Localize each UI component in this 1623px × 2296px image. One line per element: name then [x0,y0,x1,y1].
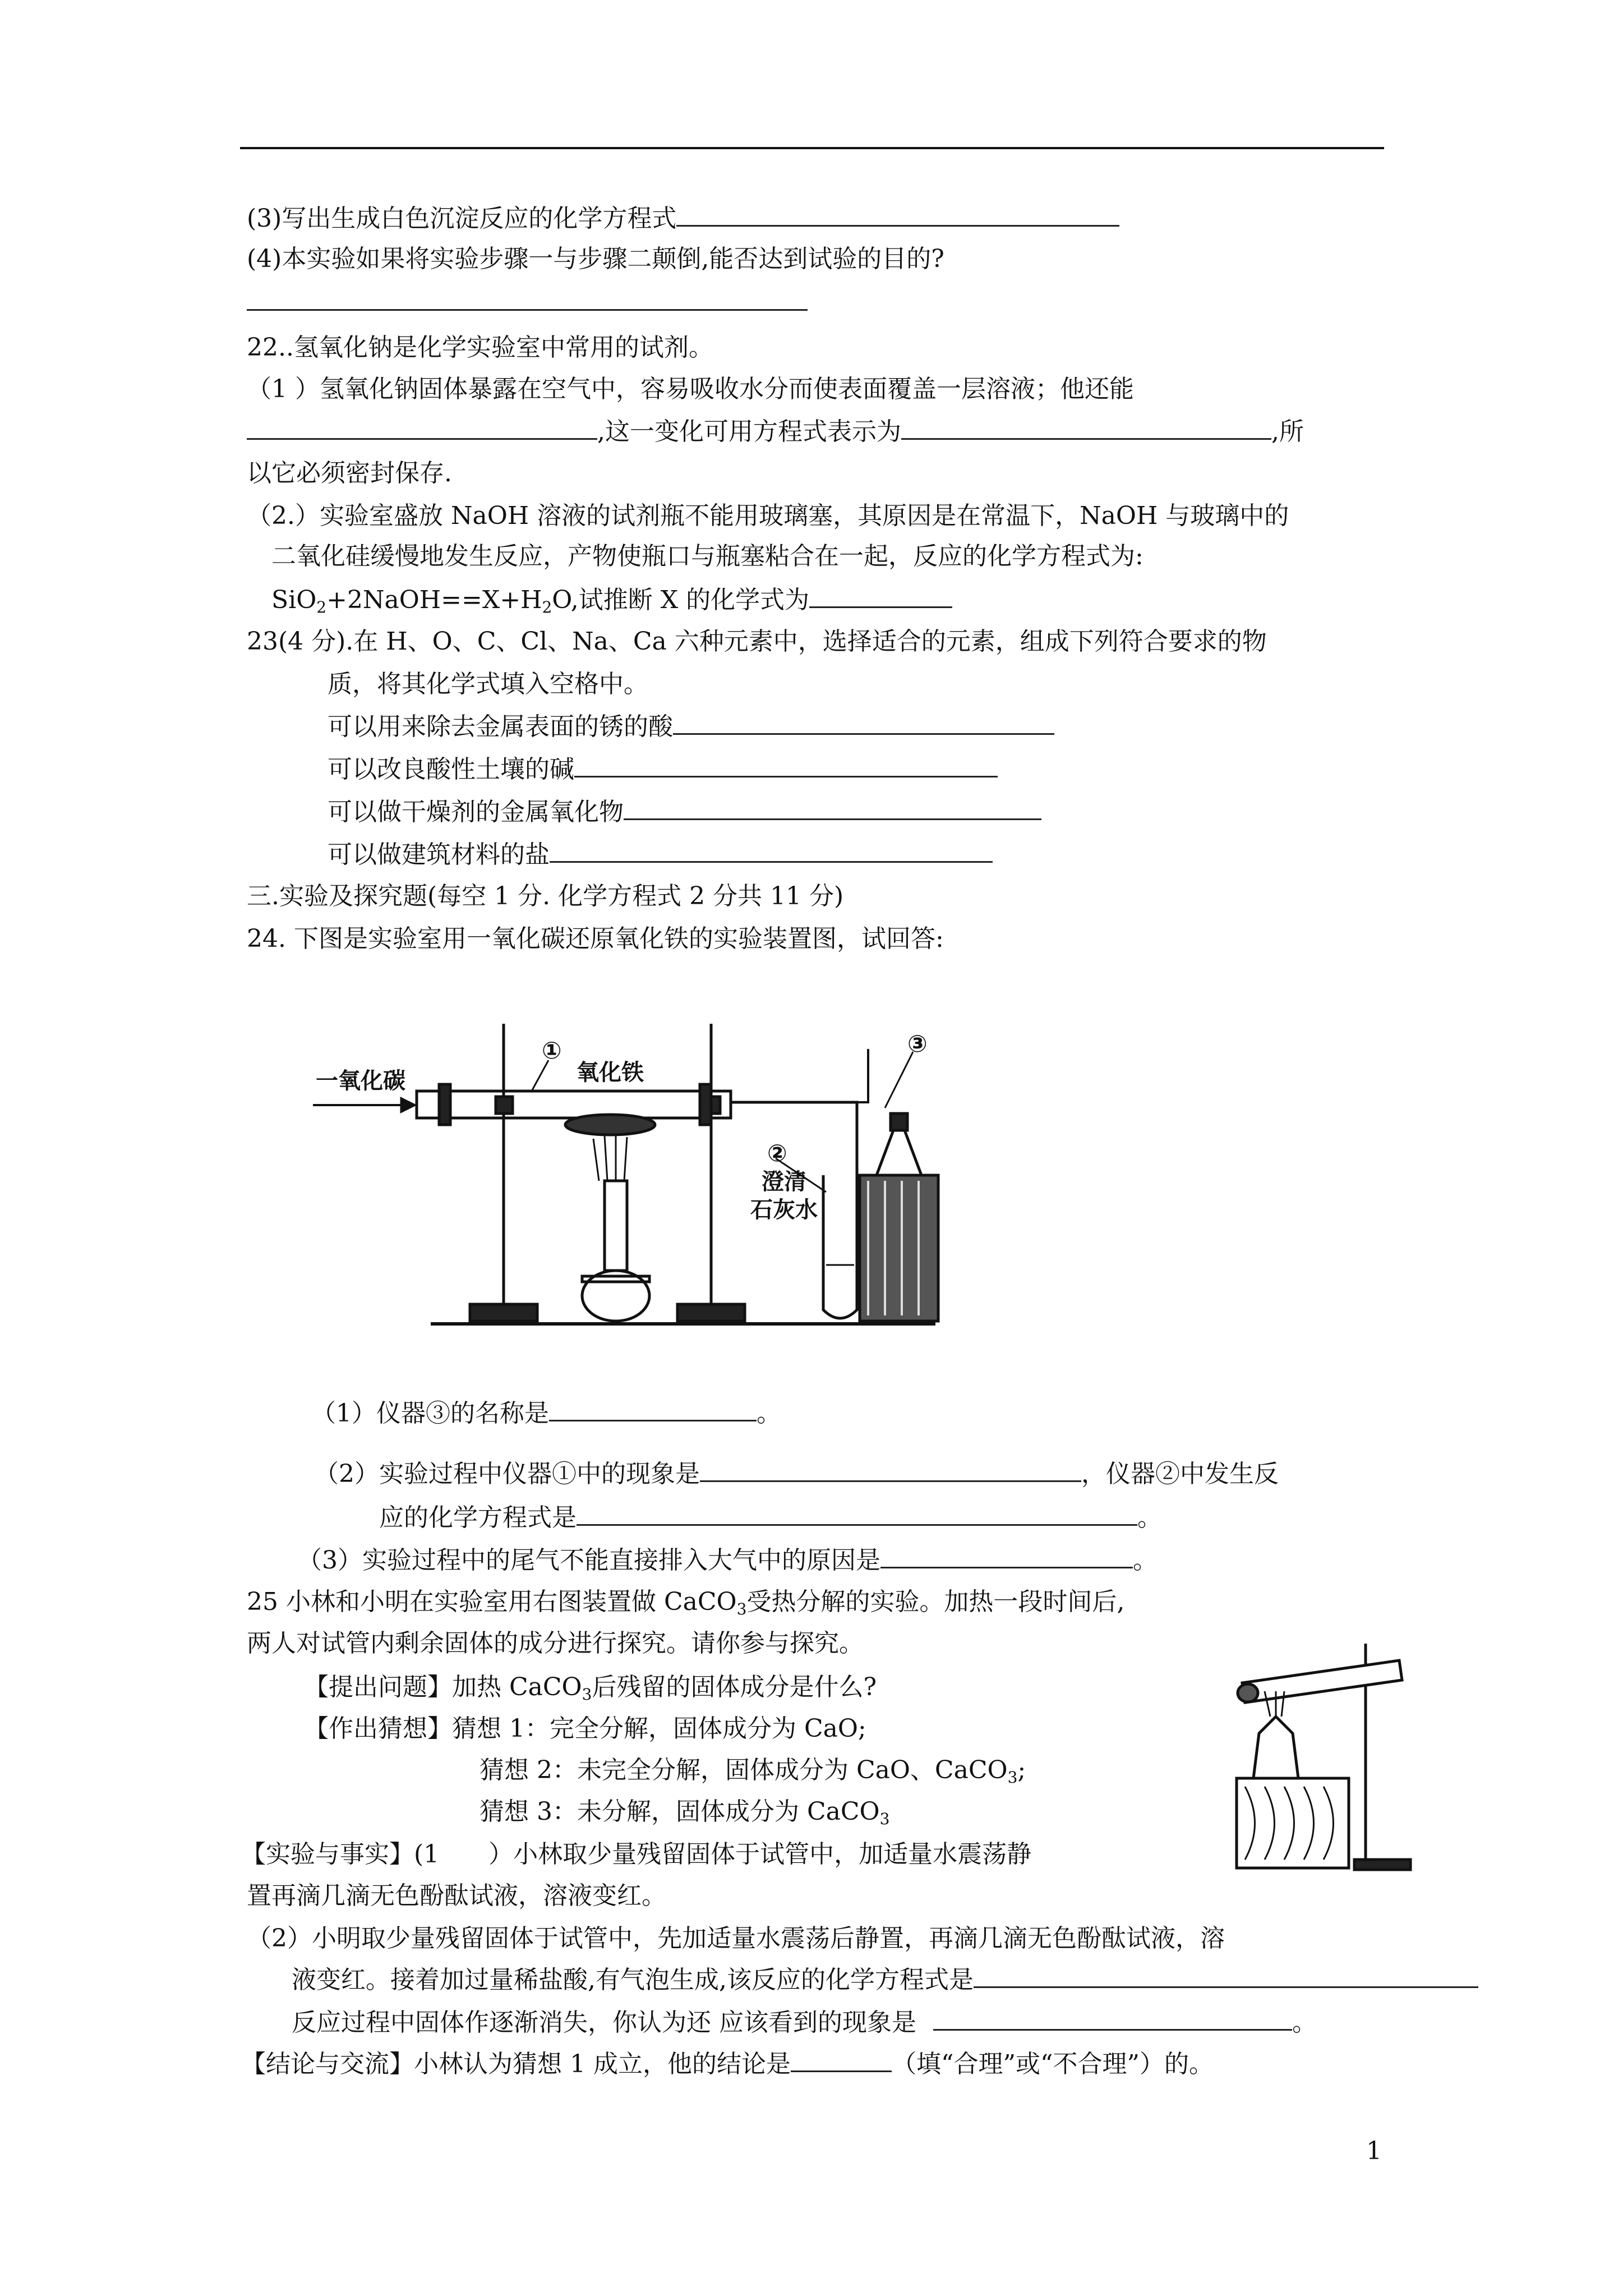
q22-part1-line1: （1 ）氢氧化钠固体暴露在空气中，容易吸收水分而使表面覆盖一层溶液；他还能 [247,375,1134,403]
page-number: 1 [1366,2137,1382,2165]
section-3-heading: 三.实验及探究题(每空 1 分. 化学方程式 2 分共 11 分) [247,882,844,910]
q25-hypothesis-1: 【作出猜想】猜想 1：完全分解，固体成分为 CaO; [304,1714,866,1743]
q22-part1-line2: ,这一变化可用方程式表示为 ,所 [247,415,1304,449]
q25-intro-line1: 25 小林和小明在实验室用右图装置做 CaCO$_3$受热分解的实验。加热一段时间后, [247,1588,1125,1618]
q25-experiment-2-line3: 反应过程中固体作逐渐消失，你认为还 应该看到的现象是 。 [292,2006,1317,2040]
q24-part2-line1: （2）实验过程中仪器①中的现象是 ，仪器②中发生反 [314,1457,1279,1491]
answer-blank[interactable] [549,1397,757,1421]
q22-part2-line2: 二氧化硅缓慢地发生反应，产物使瓶口与瓶塞粘合在一起，反应的化学方程式为: [271,542,1144,570]
answer-blank[interactable] [809,584,952,608]
q25-experiment-2-line1: （2）小明取少量残留固体于试管中，先加适量水震荡后静置，再滴几滴无色酚酞试液，溶 [247,1924,1225,1953]
answer-blank[interactable] [247,416,597,440]
q23-item1: 可以用来除去金属表面的锈的酸 [328,710,1054,744]
answer-blank[interactable] [933,2007,1292,2031]
q25-question: 【提出问题】加热 CaCO$_3$后残留的固体成分是什么? [304,1673,877,1704]
answer-blank[interactable] [673,711,1054,735]
q25-conclusion: 【结论与交流】小林认为猜想 1 成立，他的结论是 （填“合理”或“不合理”）的。 [241,2047,1214,2081]
q21-part4: (4)本实验如果将实验步骤一与步骤二颠倒,能否达到试验的目的? [247,245,944,273]
label-instrument-2: ② [767,1139,787,1167]
label-instrument-3: ③ [907,1030,928,1057]
answer-blank[interactable] [791,2048,892,2072]
q22-part2-line1: （2.）实验室盛放 NaOH 溶液的试剂瓶不能用玻璃塞，其原因是在常温下，NaOH 与玻璃中的 [247,501,1289,530]
q24-part1: （1）仪器③的名称是 。 [311,1397,781,1430]
q23-item4: 可以做建筑材料的盐 [328,838,993,872]
q22-part1-line3: 以它必须密封保存. [247,459,452,487]
q22-part2-line3: $SiO_2+2NaOH==X+H_2O$,试推断 X 的化学式为 [271,583,952,617]
answer-blank[interactable] [880,1544,1133,1568]
q24-part2-line2: 应的化学方程式是 。 [379,1501,1162,1535]
label-carbon-monoxide: 一氧化碳 [316,1068,405,1094]
answer-blank[interactable] [247,287,808,311]
label-instrument-1: ① [542,1037,562,1064]
q23-title-line2: 质，将其化学式填入空格中。 [328,670,648,698]
q25-hypothesis-2: 猜想 2：未完全分解，固体成分为 CaO、CaCO$_3$; [479,1756,1026,1787]
q24-part3: （3）实验过程中的尾气不能直接排入大气中的原因是 。 [297,1544,1158,1577]
header-rule [240,147,1384,149]
answer-blank[interactable] [577,1502,1137,1526]
q21-part3: (3)写出生成白色沉淀反应的化学方程式 [247,202,1119,236]
q25-experiment-1-line1: 【实验与事实】(1 ）小林取少量残留固体于试管中，加适量水震荡静 [241,1840,1032,1869]
q23-title: 23(4 分).在 H、O、C、Cl、Na、Ca 六种元素中，选择适合的元素，组成下列符合要求的物 [247,627,1267,656]
q23-item2: 可以改良酸性土壤的碱 [328,753,998,786]
label-limewater-2: 石灰水 [750,1197,818,1223]
answer-blank[interactable] [676,203,1119,227]
q25-experiment-2-line2: 液变红。接着加过量稀盐酸,有气泡生成,该反应的化学方程式是 [292,1963,1478,1997]
answer-blank[interactable] [574,753,998,777]
q21-part4-answer [247,286,808,320]
answer-blank[interactable] [624,796,1041,820]
co-reduction-apparatus-figure [307,1018,969,1343]
answer-blank[interactable] [700,1458,1081,1482]
answer-blank[interactable] [974,1964,1478,1988]
q25-experiment-1-line2: 置再滴几滴无色酚酞试液，溶液变红。 [247,1881,666,1910]
q25-intro-line2: 两人对试管内剩余固体的成分进行探究。请你参与探究。 [247,1629,864,1658]
caco3-heating-apparatus-figure [1231,1638,1422,1874]
q25-hypothesis-3: 猜想 3：未分解，固体成分为 CaCO$_3$ [479,1797,890,1828]
label-iron-oxide: 氧化铁 [577,1060,644,1085]
label-limewater-1: 澄清 [762,1169,806,1195]
answer-blank[interactable] [901,416,1271,440]
q23-item3: 可以做干燥剂的金属氧化物 [328,795,1041,829]
q22-title: 22..氢氧化钠是化学实验室中常用的试剂。 [247,333,713,362]
q24-title: 24. 下图是实验室用一氧化碳还原氧化铁的实验装置图，试回答: [247,924,944,953]
answer-blank[interactable] [550,839,993,863]
